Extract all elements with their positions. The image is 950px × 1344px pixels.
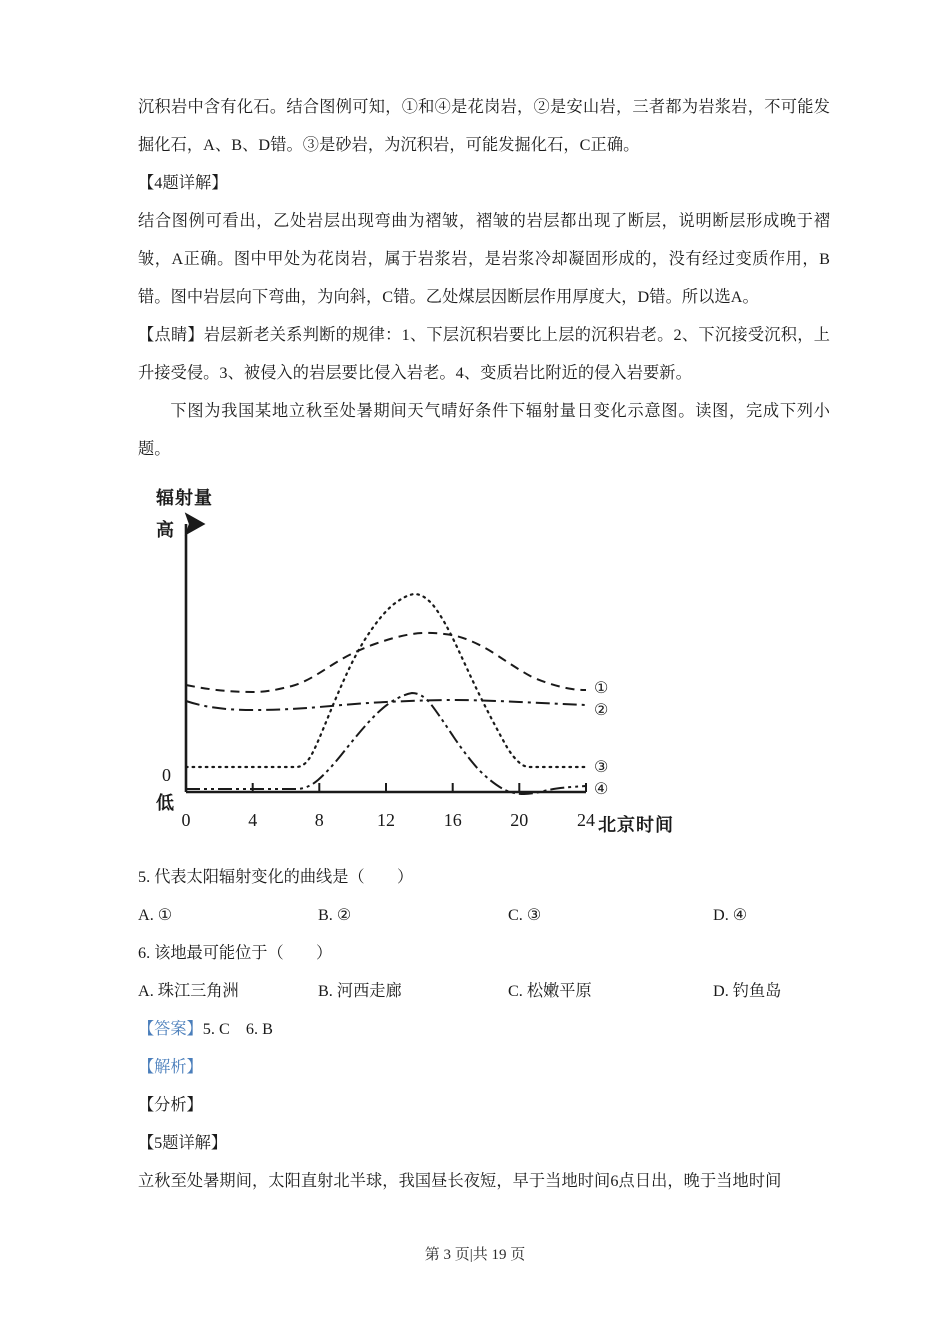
analysis-label: 【解析】 <box>138 1058 203 1076</box>
chart-x-tick-24: 24 <box>577 810 595 830</box>
page-footer: 第 3 页|共 19 页 <box>424 1247 526 1263</box>
question-5-option-c[interactable]: C. ③ <box>508 906 542 924</box>
question-6-options <box>138 972 830 1010</box>
chart-x-tick-4: 4 <box>248 810 258 830</box>
chart-y-high-label: 高 <box>156 520 174 540</box>
question-5-detail-heading: 【5题详解】 <box>138 1134 228 1152</box>
chart-legend-item-4: ④ <box>594 781 609 798</box>
question-5-options <box>138 896 830 934</box>
paragraph-q4-detail: 结合图例可看出，乙处岩层出现弯曲为褶皱，褶皱的岩层都出现了断层，说明断层形成晚于褶皱，A正确。图中甲处为花岗岩，属于岩浆岩，是岩浆冷却凝固形成的，没有经过变质作用，B错。图中岩层向下弯曲，为向斜，C错。乙处煤层因断层作用厚度大，D错。所以选A。 <box>138 212 830 306</box>
answer-label: 【答案】 <box>138 1020 203 1038</box>
chart-x-tick-12: 12 <box>377 810 395 830</box>
chart-x-axis-title: 北京时间 <box>598 815 674 835</box>
question-5-detail-text: 立秋至处暑期间，太阳直射北半球，我国昼长夜短，早于当地时间6点日出，晚于当地时间 <box>138 1172 782 1190</box>
chart-series-1-curve <box>186 633 586 692</box>
chart-series-3-curve <box>186 594 586 767</box>
question-5-stem: 5. 代表太阳辐射变化的曲线是（ ） <box>138 868 414 886</box>
question-5-option-d[interactable]: D. ④ <box>713 906 748 924</box>
paragraph-fossil: 沉积岩中含有化石。结合图例可知，①和④是花岗岩，②是安山岩，三者都为岩浆岩，不可能发掘化石，A、B、D错。③是砂岩，为沉积岩，可能发掘化石，C正确。 <box>138 98 830 154</box>
answer-line <box>138 1010 830 1048</box>
chart-legend-item-3: ③ <box>594 759 609 776</box>
chart-series-4-curve <box>186 693 586 794</box>
paragraph-q4-heading: 【4题详解】 <box>138 174 228 192</box>
question-6-option-a[interactable]: A. 珠江三角洲 <box>138 982 239 1000</box>
chart-y-zero-label: 0 <box>162 765 171 785</box>
radiation-daily-variation-chart <box>146 484 706 852</box>
paragraph-figure-intro: 下图为我国某地立秋至处暑期间天气晴好条件下辐射量日变化示意图。读图，完成下列小题。 <box>138 402 830 458</box>
paragraph-dianjing: 【点睛】岩层新老关系判断的规律：1、下层沉积岩要比上层的沉积岩老。2、下沉接受沉积，上升接受侵。3、被侵入的岩层要比侵入岩老。4、变质岩比附近的侵入岩要新。 <box>138 326 830 382</box>
chart-x-tick-16: 16 <box>443 810 462 830</box>
analysis-section-heading: 【分析】 <box>138 1096 203 1114</box>
question-6-stem: 6. 该地最可能位于（ ） <box>138 944 333 962</box>
chart-y-axis-title: 辐射量 <box>156 488 213 508</box>
chart-plot-area <box>146 484 706 852</box>
chart-legend-item-2: ② <box>594 702 609 719</box>
question-6-option-c[interactable]: C. 松嫩平原 <box>508 982 592 1000</box>
question-6-option-d[interactable]: D. 钓鱼岛 <box>713 982 782 1000</box>
chart-y-low-label: 低 <box>156 793 174 813</box>
answer-value: 5. C 6. B <box>202 1020 273 1038</box>
chart-x-tick-20: 20 <box>510 810 529 830</box>
question-5-option-a[interactable]: A. ① <box>138 906 173 924</box>
chart-x-tick-0: 0 <box>181 810 191 830</box>
chart-x-tick-8: 8 <box>314 810 324 830</box>
question-6-option-b[interactable]: B. 河西走廊 <box>318 982 402 1000</box>
chart-legend-item-1: ① <box>594 680 609 697</box>
question-5-option-b[interactable]: B. ② <box>318 906 352 924</box>
